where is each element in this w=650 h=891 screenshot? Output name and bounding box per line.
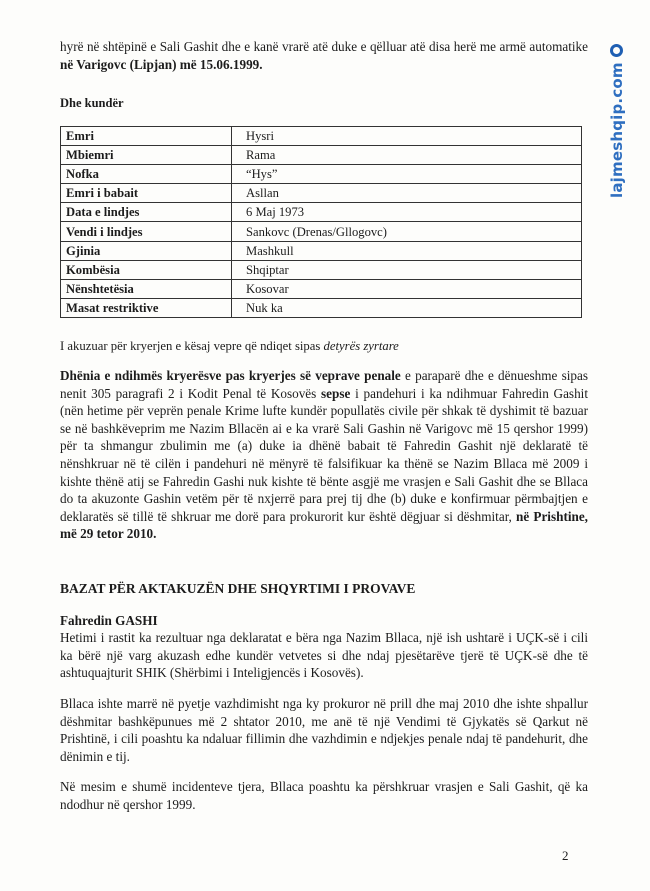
info-value: 6 Maj 1973 — [232, 203, 582, 222]
watermark — [608, 44, 626, 198]
info-value: Sankovc (Drenas/Gllogovc) — [232, 222, 582, 241]
against-label: Dhe kundër — [60, 96, 124, 110]
info-value: Shqiptar — [232, 260, 582, 279]
info-value: Mashkull — [232, 241, 582, 260]
info-row — [61, 260, 582, 279]
info-label: Nofka — [61, 165, 232, 184]
info-row — [61, 241, 582, 260]
info-label: Gjinia — [61, 241, 232, 260]
info-value: Rama — [232, 146, 582, 165]
page-number: 2 — [562, 848, 569, 863]
info-label: Emri i babait — [61, 184, 232, 203]
accused-duty: detyrës zyrtare — [323, 339, 399, 353]
accused-statement — [60, 338, 588, 356]
info-value: Kosovar — [232, 279, 582, 298]
charge-text-2: i pandehuri i ka ndihmuar Fahredin Gashit (nën hetime për veprën penale Krime lufte kundër popullatës civile për shkak të dyshimit të bazuar se në bashkëveprim me Nazim Bllacën ai e ka vrarë Sali Gashin në Varigovc më 15 qershor 1999) për ta shmangur zbulimin me (a) duke ia dhënë babait të Fahredin Gashit një deklaratë të nënshkruar në të cilën i pandehuri në mënyrë të falsifikuar ka thënë se Nazim Bllaca më 2009 i kishte thënë atij se Fahredin Gashi nuk kishte të bënte asgjë me vrasjen e Sali Gashit dhe se Bllaca do ta akuzonte Gashin vetëm për të nxjerrë para prej tij dhe (b) duke e konfirmuar përmbajtjen e deklaratës së tillë të shkruar me dorë para prokurorit kur është dëgjuar si dëshmitar, — [60, 385, 588, 524]
info-row — [61, 222, 582, 241]
info-row — [61, 279, 582, 298]
charge-place-date: në Prishtine, më 29 tetor 2010. — [60, 508, 588, 542]
info-label: Nënshtetësia — [61, 279, 232, 298]
body-paragraph-2: Bllaca ishte marrë në pyetje vazhdimisht nga ky prokuror në prill dhe maj 2010 dhe ishte shpallur dëshmitar bashkëpunues më 2 shtator 2010, me anë të një Vendimi të Gjykatës së Qarkut në Prishtinë, i cili poashtu ka ndaluar fillimin dhe vazhdimin e ndjekjes penale ndaj të pandehurit, dhe dënimin e tij. — [60, 696, 588, 764]
accused-text: I akuzuar për kryerjen e kësaj vepre që ndiqet sipas — [60, 339, 324, 353]
info-row — [61, 146, 582, 165]
body-paragraph-1: Hetimi i rastit ka rezultuar nga deklaratat e bëra nga Nazim Bllaca, një ish ushtarë i UÇK-së i cili ka bërë një varg akuzash edhe kundër vetvetes si dhe ndaj pjesëtarëve tjerë të UÇK-së dhe të ashtuquajturit SHIK (Shërbimi i Inteligjencës i Kosovës). — [60, 630, 588, 681]
subheading-fahredin-gashi: Fahredin GASHI — [60, 613, 158, 628]
charge-offense: Dhënia e ndihmës kryerësve pas kryerjes së veprave penale — [60, 368, 401, 383]
info-label: Mbiemri — [61, 146, 232, 165]
info-label: Masat restriktive — [61, 298, 232, 317]
info-value: “Hys” — [232, 165, 582, 184]
info-label: Vendi i lindjes — [61, 222, 232, 241]
lajmeshqip-logo-icon — [610, 44, 623, 57]
section-heading: BAZAT PËR AKTAKUZËN DHE SHQYRTIMI I PROVAVE — [60, 581, 416, 596]
defendant-info-table — [60, 126, 582, 318]
info-row — [61, 127, 582, 146]
body-paragraph-3: Në mesim e shumë incidenteve tjera, Bllaca poashtu ka përshkruar vrasjen e Sali Gashit, që ka ndodhur në qershor 1999. — [60, 779, 588, 812]
charge-paragraph — [60, 367, 588, 543]
watermark-text: lajmeshqip.com — [608, 62, 626, 198]
info-label: Kombësia — [61, 260, 232, 279]
info-value: Asllan — [232, 184, 582, 203]
charge-text-1: e paraparë dhe e dënueshme sipas nenit 305 paragrafi 2 i Kodit Penal të Kosovës — [60, 368, 588, 401]
info-label: Emri — [61, 127, 232, 146]
intro-text: hyrë në shtëpinë e Sali Gashit dhe e kanë vrarë atë duke e qëlluar atë disa herë me armë automatike — [60, 39, 588, 54]
intro-location-date: në Varigovc (Lipjan) më 15.06.1999. — [60, 56, 263, 72]
charge-because: sepse — [321, 385, 351, 401]
info-value: Hysri — [232, 127, 582, 146]
info-value: Nuk ka — [232, 298, 582, 317]
intro-paragraph — [60, 38, 588, 73]
info-row — [61, 203, 582, 222]
info-row — [61, 298, 582, 317]
info-row — [61, 165, 582, 184]
info-row — [61, 184, 582, 203]
info-label: Data e lindjes — [61, 203, 232, 222]
